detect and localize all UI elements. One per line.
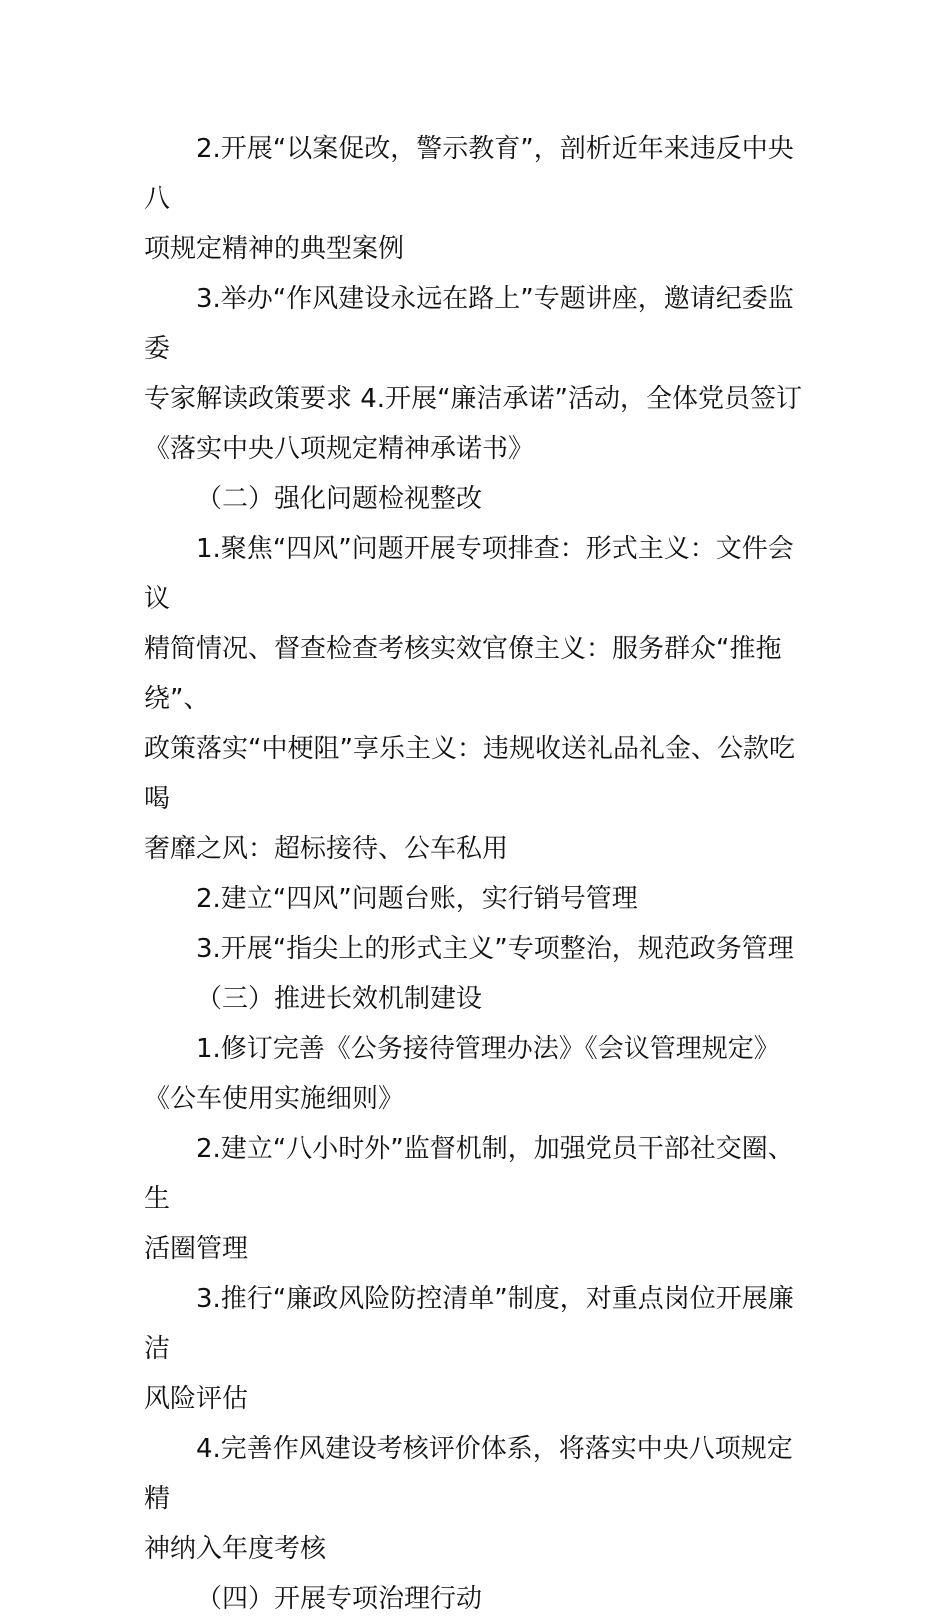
document-body (144, 124, 814, 1624)
text-line: 3.开展“指尖上的形式主义”专项整治，规范政务管理 (196, 934, 794, 964)
text-line: 神纳入年度考核 (144, 1534, 327, 1564)
text-line: 专家解读政策要求 4.开展“廉洁承诺”活动，全体党员签订 (144, 384, 803, 414)
text-line: 1.聚焦“四风”问题开展专项排查：形式主义：文件会议 (144, 534, 794, 614)
text-line: 3.举办“作风建设永远在路上”专题讲座，邀请纪委监委 (144, 284, 794, 364)
text-line: 活圈管理 (144, 1234, 249, 1264)
text-line: 《公车使用实施细则》 (144, 1084, 405, 1114)
text-line: 项规定精神的典型案例 (144, 234, 405, 264)
text-line: 奢靡之风：超标接待、公车私用 (144, 834, 509, 864)
text-line: 1.修订完善《公务接待管理办法》《会议管理规定》 (196, 1034, 780, 1064)
text-line: 风险评估 (144, 1384, 249, 1414)
text-line: 2.建立“四风”问题台账，实行销号管理 (196, 884, 638, 914)
text-line: 精简情况、督查检查考核实效官僚主义：服务群众“推拖绕”、 (144, 634, 782, 714)
section-heading: （二）强化问题检视整改 (196, 484, 483, 514)
text-line: 3.推行“廉政风险防控清单”制度，对重点岗位开展廉洁 (144, 1284, 794, 1364)
text-line: 4.完善作风建设考核评价体系，将落实中央八项规定精 (144, 1434, 793, 1514)
text-line: 2.建立“八小时外”监督机制，加强党员干部社交圈、生 (144, 1134, 794, 1214)
text-line: 2.开展“以案促改，警示教育”，剖析近年来违反中央八 (144, 134, 794, 214)
section-heading: （四）开展专项治理行动 (196, 1584, 483, 1614)
text-line: 《落实中央八项规定精神承诺书》 (144, 434, 535, 464)
section-heading: （三）推进长效机制建设 (196, 984, 483, 1014)
text-line: 政策落实“中梗阻”享乐主义：违规收送礼品礼金、公款吃喝 (144, 734, 795, 814)
